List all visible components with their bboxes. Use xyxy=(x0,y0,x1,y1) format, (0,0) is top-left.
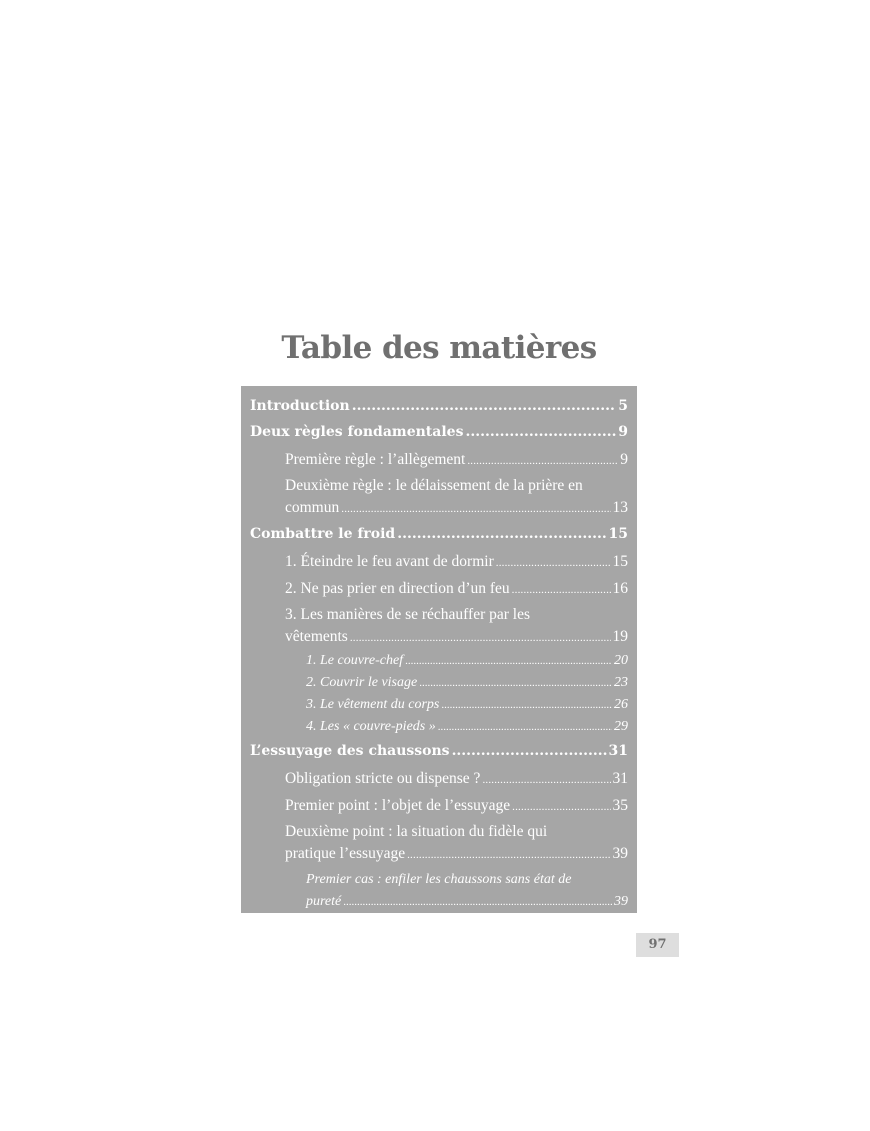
toc-entry-label: Introduction xyxy=(250,398,350,414)
dot-leader xyxy=(407,850,610,861)
toc-entry-manieres-rechauffer[interactable] xyxy=(250,602,628,650)
dot-leader xyxy=(405,656,612,667)
toc-page-number: 5 xyxy=(618,398,628,414)
page-number-badge: 97 xyxy=(636,933,679,957)
toc-entry-deuxieme-point[interactable] xyxy=(250,819,628,867)
toc-entry-label: 2. Couvrir le visage xyxy=(306,675,418,690)
toc-entry-couvre-chef[interactable] xyxy=(250,650,628,672)
dot-leader xyxy=(352,399,617,413)
dot-leader xyxy=(343,897,612,908)
toc-entry-couvre-pieds[interactable] xyxy=(250,716,628,738)
toc-page-number: 35 xyxy=(612,797,628,814)
toc-entry-ne-pas-prier[interactable] xyxy=(250,575,628,602)
dot-leader xyxy=(467,456,618,467)
toc-entry-premier-point[interactable] xyxy=(250,792,628,819)
toc-entry-label: 2. Ne pas prier en direction d’un feu xyxy=(285,580,510,597)
toc-entry-label-line1: Deuxième règle : le délaissement de la prière en xyxy=(285,477,583,494)
dot-leader xyxy=(496,558,611,569)
dot-leader xyxy=(350,633,611,644)
table-of-contents xyxy=(241,386,637,913)
toc-entry-combattre-le-froid[interactable] xyxy=(250,521,628,548)
toc-page-number: 9 xyxy=(618,424,628,440)
toc-page-number: 39 xyxy=(614,894,628,909)
toc-page-number: 16 xyxy=(612,580,628,597)
toc-entry-label: L’essuyage des chaussons xyxy=(250,743,450,759)
toc-page-number: 15 xyxy=(608,526,628,542)
toc-entry-label-line1: Premier cas : enfiler les chaussons sans état de xyxy=(306,872,572,887)
toc-entry-premier-cas[interactable] xyxy=(250,867,628,911)
toc-entry-premiere-regle[interactable] xyxy=(250,446,628,473)
toc-entry-obligation-stricte[interactable] xyxy=(250,765,628,792)
toc-entry-label: Premier point : l’objet de l’essuyage xyxy=(285,797,511,814)
dot-leader xyxy=(512,585,611,596)
toc-page-number: 13 xyxy=(612,499,628,516)
toc-entry-label-line2: pureté xyxy=(306,894,342,909)
toc-page-number: 39 xyxy=(612,845,628,862)
toc-entry-deux-regles[interactable] xyxy=(250,419,628,446)
toc-entry-introduction[interactable] xyxy=(250,393,628,419)
toc-entry-label: 3. Le vêtement du corps xyxy=(306,697,440,712)
toc-entry-label-line1: 3. Les manières de se réchauffer par les xyxy=(285,606,531,623)
dot-leader xyxy=(441,700,612,711)
toc-entry-label: Deux règles fondamentales xyxy=(250,424,464,440)
toc-entry-vetement-du-corps[interactable] xyxy=(250,694,628,716)
toc-entry-eteindre-le-feu[interactable] xyxy=(250,548,628,575)
dot-leader xyxy=(452,744,607,758)
toc-page-number: 31 xyxy=(612,770,628,787)
page-title: Table des matières xyxy=(281,330,597,366)
toc-entry-couvrir-le-visage[interactable] xyxy=(250,672,628,694)
toc-entry-label-line1: Deuxième point : la situation du fidèle qui xyxy=(285,823,548,840)
toc-entry-label-line2: pratique l’essuyage xyxy=(285,845,406,862)
toc-page-number: 31 xyxy=(608,743,628,759)
toc-page-number: 19 xyxy=(612,628,628,645)
toc-entry-label: Première règle : l’allègement xyxy=(285,451,466,468)
dot-leader xyxy=(438,722,612,733)
toc-entry-deuxieme-regle[interactable] xyxy=(250,473,628,521)
toc-entry-label-line2: vêtements xyxy=(285,628,348,645)
dot-leader xyxy=(419,678,612,689)
toc-entry-label: Obligation stricte ou dispense ? xyxy=(285,770,481,787)
dot-leader xyxy=(465,425,616,439)
toc-entry-label: 4. Les « couvre-pieds » xyxy=(306,719,436,734)
dot-leader xyxy=(341,504,610,515)
toc-page-number: 9 xyxy=(620,451,628,468)
toc-page-number: 23 xyxy=(614,675,628,690)
dot-leader xyxy=(482,775,610,786)
toc-entry-label: 1. Le couvre-chef xyxy=(306,653,404,668)
toc-entry-essuyage-des-chaussons[interactable] xyxy=(250,738,628,765)
toc-entry-label: 1. Éteindre le feu avant de dormir xyxy=(285,553,494,570)
dot-leader xyxy=(512,802,610,813)
toc-page-number: 26 xyxy=(614,697,628,712)
dot-leader xyxy=(397,527,606,541)
toc-page-number: 29 xyxy=(614,719,628,734)
toc-entry-label-line2: commun xyxy=(285,499,340,516)
toc-entry-label: Combattre le froid xyxy=(250,526,396,542)
toc-page-number: 20 xyxy=(614,653,628,668)
toc-page-number: 15 xyxy=(612,553,628,570)
